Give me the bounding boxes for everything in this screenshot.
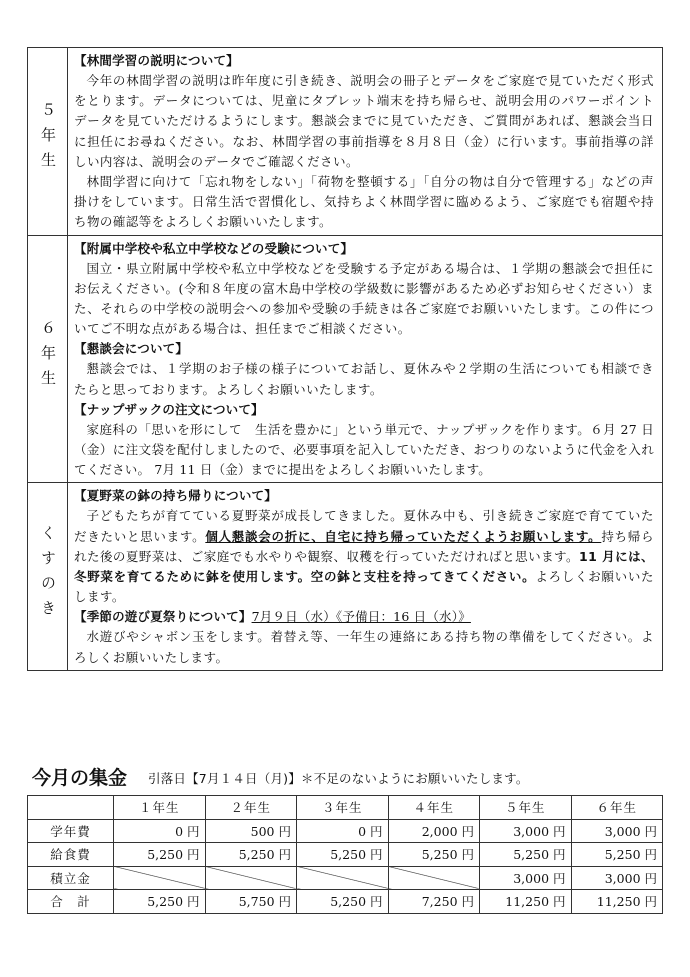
grade5-paragraph-1: 今年の林間学習の説明は昨年度に引き続き、説明会の冊子とデータをご家庭で見ていただく形式をとります。データについては、児童にタブレット端末を持ち帰らせ、説明会用のパワーポイントデータを見ていただけるようにします。懇談会までに見ていただき、ご質問があれば、懇談会当日に担任にお尋ねください。なお、林間学習の事前指導を８月８日（金）に行います。事前指導の詳しい内容は、説明会のデータでご確認ください。 xyxy=(74,73,654,169)
fee-cell-not-applicable xyxy=(388,866,480,890)
grade6-heading-knapsack: 【ナップザックの注文について】 xyxy=(74,401,264,417)
fee-header-corner xyxy=(28,796,114,820)
kusunoki-paragraph-festival: 水遊びやシャボン玉をします。着替え等、一年生の連絡にある持ち物の準備をしてください。よろしくお願いいたします。 xyxy=(74,629,654,665)
festival-date: 7月９日（水）《予備日：16 日（水）》 xyxy=(251,609,471,625)
grade6-heading-exam: 【附属中学校や私立中学校などの受験について】 xyxy=(74,240,354,256)
grade6-paragraph-knapsack: 家庭科の「思いを形にして 生活を豊かに」という単元で、ナップザックを作ります。６月 27 日（金）に注文袋を配付しましたので、必要事項を記入していただき、おつりのないように代金を入れてください。 7月 11 日（金）までに提出をよろしくお願いいたします。 xyxy=(74,421,654,478)
fee-cell-not-applicable xyxy=(205,866,297,890)
fee-cell: 500 円 xyxy=(205,819,297,843)
fee-cell: 0 円 xyxy=(297,819,389,843)
fee-row-label: 積立金 xyxy=(28,866,114,890)
fee-row-label: 合 計 xyxy=(28,890,114,914)
grade6-label-cell xyxy=(28,235,68,483)
fee-cell: 3,000 円 xyxy=(480,866,572,890)
fee-cell: 3,000 円 xyxy=(571,819,663,843)
vegetables-text-care: 持ち帰られた後の夏野菜は、ご家庭でも水やりや観察、収穫を行っていただければと思います。 xyxy=(74,528,654,564)
fee-header-grade4: ４年生 xyxy=(388,796,480,820)
fee-cell-total: 7,250 円 xyxy=(388,890,480,914)
fee-header-grade1: １年生 xyxy=(114,796,206,820)
fee-cell-total: 5,750 円 xyxy=(205,890,297,914)
fee-cell-total: 11,250 円 xyxy=(571,890,663,914)
fee-row-lunch-fee xyxy=(28,843,663,867)
grade6-label: ６年生 xyxy=(39,319,57,395)
fee-row-total xyxy=(28,890,663,914)
fee-cell: 5,250 円 xyxy=(571,843,663,867)
vegetables-text-intro: 子どもたちが育てている夏野菜が成長してきました。夏休み中も、引き続きご家庭で育てていただきたいと思います。 xyxy=(74,508,654,544)
grade6-paragraph-meeting: 懇談会では、１学期のお子様の様子についてお話し、夏休みや２学期の生活についても相談できたらと思っております。よろしくお願いいたします。 xyxy=(74,361,654,397)
fee-cell: 3,000 円 xyxy=(480,819,572,843)
vegetables-text-november: 11 月には、冬野菜を育てるために鉢を使用します。空の鉢と支柱を持ってきてください。 xyxy=(74,548,654,585)
kusunoki-paragraph-vegetables xyxy=(74,506,654,607)
fee-cell: 5,250 円 xyxy=(388,843,480,867)
festival-heading-text: 【季節の遊び夏祭りについて】 xyxy=(74,609,252,625)
fee-header-grade6: ６年生 xyxy=(571,796,663,820)
fee-header-grade5: ５年生 xyxy=(480,796,572,820)
fee-cell-total: 5,250 円 xyxy=(297,890,389,914)
fee-row-grade-fee xyxy=(28,819,663,843)
kusunoki-heading-vegetables: 【夏野菜の鉢の持ち帰りについて】 xyxy=(74,488,277,504)
fee-cell-not-applicable xyxy=(114,866,206,890)
kusunoki-label-cell xyxy=(28,483,68,670)
fee-cell: 5,250 円 xyxy=(114,843,206,867)
grade5-paragraph-2: 林間学習に向けて「忘れ物をしない」「荷物を整頓する」「自分の物は自分で管理する」などの声掛けをしています。日常生活で習慣化し、気持ちよく林間学習に臨めるよう、ご家庭でも宿題や持ち物の確認等をよろしくお願いいたします。 xyxy=(74,174,654,230)
grade6-content xyxy=(68,235,663,483)
fee-cell-not-applicable xyxy=(297,866,389,890)
fee-cell-total: 5,250 円 xyxy=(114,890,206,914)
notice-table xyxy=(27,47,663,671)
grade5-label: ５年生 xyxy=(39,101,57,177)
fee-row-savings xyxy=(28,866,663,890)
vegetables-text-request: 個人懇談会の折に、自宅に持ち帰っていただくようお願いします。 xyxy=(205,528,602,544)
fee-title: 今月の集金 xyxy=(32,767,128,789)
grade5-content xyxy=(68,48,663,236)
fee-cell: 5,250 円 xyxy=(297,843,389,867)
fee-header-row xyxy=(28,796,663,820)
kusunoki-row xyxy=(28,483,663,670)
fee-cell: 0 円 xyxy=(114,819,206,843)
fee-row-label: 給食費 xyxy=(28,843,114,867)
grade6-row xyxy=(28,235,663,483)
fee-row-label: 学年費 xyxy=(28,819,114,843)
fee-cell: 5,250 円 xyxy=(205,843,297,867)
fee-cell: 5,250 円 xyxy=(480,843,572,867)
fee-header-grade3: ３年生 xyxy=(297,796,389,820)
fee-header-grade2: ２年生 xyxy=(205,796,297,820)
grade6-paragraph-exam: 国立・県立附属中学校や私立中学校などを受験する予定がある場合は、１学期の懇談会で担任にお伝えください。(令和８年度の富木島中学校の学級数に影響があるため必ずお知らせください）また、それらの中学校の説明会への参加や受験の手続きは各ご家庭でお願いいたします。この件についてご不明な点がある場合は、担任までご相談ください。 xyxy=(74,260,654,337)
grade5-heading: 【林間学習の説明について】 xyxy=(74,53,239,68)
kusunoki-label: くすのき xyxy=(39,524,57,625)
grade6-heading-meeting: 【懇談会について】 xyxy=(74,341,189,357)
kusunoki-content xyxy=(68,483,663,670)
vegetables-text-closing: よろしくお願いいたします。 xyxy=(74,569,654,605)
grade5-label-cell xyxy=(28,48,68,236)
kusunoki-heading-festival xyxy=(74,607,654,627)
fee-cell-total: 11,250 円 xyxy=(480,890,572,914)
grade5-row xyxy=(28,48,663,236)
fee-note: 引落日【7月１４日（月)】＊不足のないようにお願いいたします。 xyxy=(148,771,529,786)
fee-table xyxy=(27,795,663,914)
fee-cell: 3,000 円 xyxy=(571,866,663,890)
fee-cell: 2,000 円 xyxy=(388,819,480,843)
